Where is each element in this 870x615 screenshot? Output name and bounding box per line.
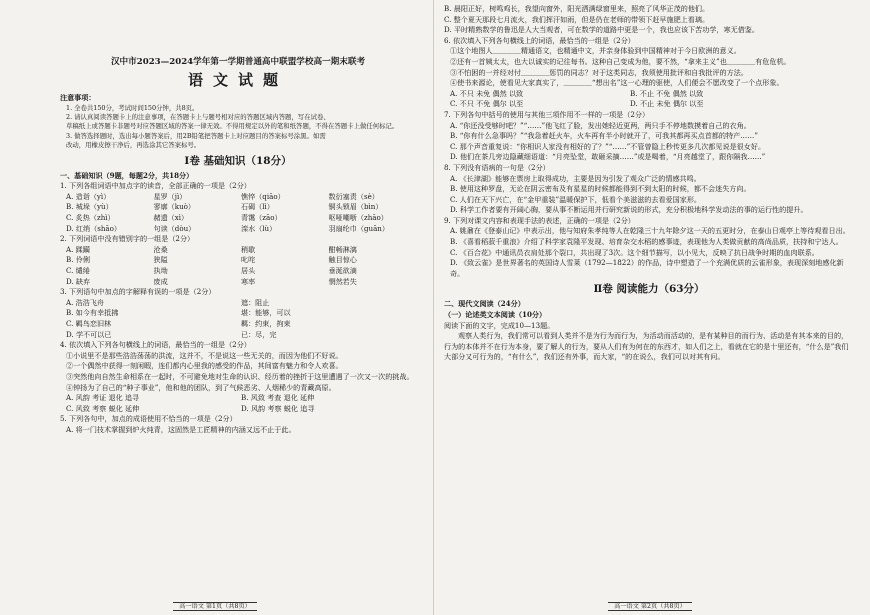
option-cell: 垂涎欲滴 <box>328 265 357 275</box>
option-line: A. 将一门技术掌握到炉火纯青，这固然是工匠精神的内涵又远不止于此。 <box>66 424 296 434</box>
option-cell: 星罗（jì） <box>153 191 187 201</box>
option-row <box>60 277 416 288</box>
option-line: D. 科学工作者要有开阔心胸，要从事不断运用并行研究新说的形式，充分积极地科学发动法的事的运行性的提升。 <box>450 205 808 215</box>
section2-title: 二、现代文阅读（24分） <box>444 299 525 309</box>
option-line: C. 整个夏天那段七月流火，我们挥汗如雨，但是仍在老师的带领下赶早施肥上看璃。 <box>444 14 710 24</box>
option-cell: 遮：阻止 <box>241 297 270 307</box>
option-cell: A. 不只 未免 偶然 以致 <box>450 88 524 98</box>
exam-title: 汉中市2023—2024学年第一学期普通高中联盟学校高一期末联考 <box>110 57 366 67</box>
sentence-item: ①这个地图人＿＿＿＿精通语文，也精通中文，并亲身体验到中国精神对于今日欧洲的意义。 <box>450 46 741 56</box>
option-cell: 执坳 <box>153 265 168 275</box>
option-cell: 憔悴（qiāo） <box>241 191 285 201</box>
page-footer <box>430 603 870 611</box>
option-line: A. 《长津湖》能够在票房上取得成功，主要是因为引发了观众广泛的情感共鸣。 <box>450 173 701 183</box>
question-4 <box>60 340 416 414</box>
sentence-item: ①小说里不是那些浩浩荡荡的洪流，这并不，不是说这一些无关的，而因为他们不好说。 <box>66 350 343 360</box>
option-line: C. 那个声音重复说：“你相识人家没有相好的了？”“……”不管曾隐上秒传更多几次都见说是很女好。 <box>450 141 766 151</box>
question-3 <box>60 287 416 340</box>
option-cell: C. 不只 不免 偶尔 以至 <box>450 99 524 109</box>
option-row <box>60 298 416 309</box>
subsection-title: （一）论述类文本阅读（10分） <box>444 310 547 320</box>
option-cell: C. 炙热（zhì） <box>66 213 115 222</box>
option-cell: 酣畅淋漓 <box>328 244 357 254</box>
note-item: 草稿纸上或答题卡非题号对应答题区域的答案一律无效。不得用规定以外的笔和纸答题，不得在答题卡上做任何标记。 <box>66 122 399 131</box>
option-cell: 触目惊心 <box>328 255 357 265</box>
question-stem: 1. 下列各组词语中加点字的读音，全部正确的一项是（2分） <box>60 181 251 191</box>
option-cell: 惘然若失 <box>328 276 357 286</box>
option-row <box>444 99 854 110</box>
option-cell: A. 浩浩飞舟 <box>66 297 105 307</box>
option-cell: 寥廓（kuò） <box>153 202 196 212</box>
footer-label: 高一语文 第2页（共8页） <box>608 602 692 611</box>
option-cell: 石碣（lì） <box>241 202 274 212</box>
question-stem: 6. 依次填入下列各句横线上的词语，最恰当的一组是（2分） <box>444 35 635 45</box>
option-line: B. “你有什么急事吗？”“我急着赶火车，火车再有半小时就开了，可我其都再买点首都的特产……” <box>450 131 758 141</box>
option-cell: 句读（dòu） <box>153 223 196 233</box>
option-cell: 叱咤 <box>241 255 256 265</box>
reading-passage: 观察人类行为，我们常可以看到人类并不是为行为而行为，为活动而活动的，是有某种目的而行为、活动是有其本来的目的，行为的本体并不在行为本身，要了解人的行为，要从人们有为何在的东西才，如人们之上，看就在它的是十里还有，“什么是”我们大部分又可行为的，“有什么”，我们还有外事，而大家，“的在说么，我们可以对其有问。 <box>444 331 849 362</box>
option-line: D. 他们在茶几旁边隐藏细语道：“月亮坠堂，敢砸采摘……”或是喝着，“月亮越堂了，跟你隔我……” <box>450 152 766 162</box>
question-stem: 9. 下列对课文内容和表现手法的表述，正确的一项是（2分） <box>444 215 635 225</box>
option-cell: 羁：约束，拘束 <box>241 318 291 328</box>
notes-label: 注意事项： <box>60 93 96 102</box>
option-row <box>60 255 416 266</box>
sentence-item: ③突然他向自然生命相系在一起时，不可避免地对生命的认识、经历着的挫折于这里遭遇了一次又一次的挑战。 <box>66 371 414 381</box>
option-line: B. 使用这种罗盘，无论在阴云密布及有星星的时候都能得到不到太阳的时候，都不会迷失方向。 <box>450 184 751 194</box>
option-cell: 滦水（lù） <box>241 223 277 233</box>
option-cell: 狭隘 <box>153 255 168 265</box>
option-cell: 废成 <box>153 276 168 286</box>
option-row <box>60 192 416 203</box>
option-cell: D. 缺弃 <box>66 276 91 286</box>
option-cell: C. 缱绻 <box>66 265 90 275</box>
question-stem: 8. 下列没有语病的一句是（2分） <box>444 162 550 172</box>
option-row <box>60 330 416 341</box>
footer-label: 高一语文 第1页（共8页） <box>173 602 257 611</box>
option-cell: 赭遗（xì） <box>153 213 189 222</box>
option-cell: 寒率 <box>241 276 256 286</box>
question-5 <box>60 414 416 435</box>
option-row <box>60 202 416 213</box>
question-stem: 3. 下列语句中加点的字解释有误的一项是（2分） <box>60 287 216 297</box>
subsection-intro: 阅读下面的文字，完成10—13题。 <box>444 320 555 330</box>
option-cell: D. 风韵 考察 蜕化 追寻 <box>241 403 315 413</box>
question-stem: 7. 下列各句中括号的使用与其他三项作用不一样的一项是（2分） <box>444 109 650 119</box>
note-item: 1. 全卷共150分，考试时间150分钟，共8页。 <box>66 103 199 112</box>
option-line: A. 姚鼐在《登泰山记》中表示出，他与知府朱孝纯等人在乾隆三十九年除夕这一天的五更时分，在泰山日观亭上等待观看日出。 <box>450 226 850 236</box>
option-cell: A. 蹂躏 <box>66 244 90 254</box>
option-row <box>60 404 416 415</box>
right-page <box>430 0 870 615</box>
question-1 <box>60 181 416 234</box>
left-page <box>0 0 430 615</box>
subject-title: 语文试题 <box>187 71 288 89</box>
note-item: 改动，用橡皮擦干净后，再选涂其它答案标号。 <box>66 141 201 150</box>
option-line: C. 人们在天下兴亡，在“金甲重装”温暖保护下，低看个美滋滋的去看爱国家形。 <box>450 194 702 204</box>
option-cell: 数衍塞责（sè） <box>328 191 379 201</box>
option-row <box>60 319 416 330</box>
option-cell: D. 不止 未免 偶尔 以至 <box>630 99 704 109</box>
question-6 <box>444 36 854 110</box>
option-cell: D. 红绡（shāo） <box>66 223 122 233</box>
option-cell: 沧桑 <box>153 244 168 254</box>
option-row <box>444 89 854 100</box>
question-7 <box>444 110 854 163</box>
option-cell: 稍歇 <box>241 244 256 254</box>
option-line: A. “你还没受够时吧？”“……”他飞红了脸，发出她轻近更两，两只手不停地数摸着自己的衣角。 <box>450 120 751 130</box>
option-row <box>60 308 416 319</box>
option-cell: B. 风致 考查 退化 延伸 <box>241 393 315 403</box>
option-row <box>60 213 416 224</box>
option-cell: A. 造诣（yì） <box>66 191 111 201</box>
option-line: D. 平时精熟数学的鲁迅是人大当观者，可在数学的道路中更是一个，我也应该下苦功学，寒无借鉴。 <box>444 25 759 35</box>
option-row <box>60 393 416 404</box>
option-row <box>60 245 416 256</box>
option-line: B. 晨阳正好，树鸣鸡长，我望向窗外，阳光洒满绿窗里来，照亮了风华正茂的他们。 <box>444 4 710 13</box>
option-cell: 青霭（zāo） <box>241 213 282 222</box>
option-cell: 已：尽，完 <box>241 329 277 339</box>
option-line: D. 《致云雀》是世界著名的英国诗人雪莱（1792—1822）的作品，诗中塑造了一个充满优质的云雀形象，表现深刻地感化新奇。 <box>450 258 844 278</box>
option-cell: 羽扇纶巾（guān） <box>328 223 389 233</box>
sentence-item: ④钟扬为了自己的“种子事业”，他和他的团队，到了气候恶劣、人烟稀少的青藏高原。 <box>66 382 336 392</box>
option-row <box>60 266 416 277</box>
note-item: 3. 做答选择题时，选出每小题答案后，用2B铅笔把答题卡上对应题目的答案标号涂黑。如需 <box>66 131 326 140</box>
sentence-item: ②一个偶然中获得一刻闲暇，连们都内心里我的感受的作品，其间富有魅力和令人欢喜。 <box>66 361 343 371</box>
question-8 <box>444 163 854 216</box>
option-cell: B. 城垛（yù） <box>66 202 113 212</box>
option-cell: C. 羁鸟恋旧林 <box>66 318 112 328</box>
question-9 <box>444 216 854 280</box>
option-row <box>60 224 416 235</box>
option-cell: 居头 <box>241 265 256 275</box>
note-item: 2. 请认真阅读答题卡上的注意事项，在答题卡上与题号相对应的答题区域内答题，写在试卷、 <box>66 113 330 121</box>
question-stem: 4. 依次填入下列各句横线上的词语，最恰当的一组是（2分） <box>60 340 251 350</box>
option-line: C. 《百合花》中通讯员衣肩处那个裂口，共出现了3次。这个细节描写，以小见大，反映了抗日战争时期的血肉联系。 <box>450 247 819 257</box>
option-line: B. 《喜看稻菽千重浪》介绍了科学家袁隆平发现、培育杂交水稻的感事迹，表现他为人类做贡献的高尚品质，扶持和宁达人。 <box>450 237 843 247</box>
page-footer <box>0 603 430 611</box>
option-cell: C. 风致 考察 蜕化 延伸 <box>66 403 140 413</box>
option-cell: 堪：能够，可以 <box>241 308 291 318</box>
question-2 <box>60 234 416 287</box>
sentence-item: ②还有一首姨太太，也大以诚实的记往每书。这种自己变成为他，要不然，“拿来主义”也＿＿＿＿有危危机。 <box>450 56 791 66</box>
question-stem: 5. 下列各句中，加点的成语使用不恰当的一项是（2分） <box>60 414 237 424</box>
section1-title: 一、基础知识（9题，每题2分，共18分） <box>60 170 194 180</box>
part2-title: Ⅱ卷 阅读能力（63分） <box>593 283 705 296</box>
option-cell: A. 风韵 考证 退化 追寻 <box>66 393 140 403</box>
option-cell: B. 不止 不免 偶然 以致 <box>630 88 704 98</box>
part1-title: Ⅰ卷 基础知识（18分） <box>184 154 292 167</box>
option-cell: D. 学不可以已 <box>66 329 112 339</box>
option-cell: B. 伶俐 <box>66 255 90 265</box>
option-cell: 铜头锁眉（bìn） <box>328 202 383 212</box>
sentence-item: ③不怕困的一并经对付＿＿＿＿惩罚的同志？对于这类同志，我须使用批评和自我批评的方法。 <box>450 67 748 77</box>
sentence-item: ④使书来源论，使看见大家真实了，＿＿＿＿“想出名”这一心理的驱使，人们便会不愿改变了一个点形象。 <box>450 78 784 88</box>
question-stem: 2. 下列词语中没有错别字的一组是（2分） <box>60 234 195 244</box>
option-cell: B. 如今有幸抵拂 <box>66 308 119 318</box>
option-cell: 呕哑嘲哳（zhāo） <box>328 213 388 222</box>
